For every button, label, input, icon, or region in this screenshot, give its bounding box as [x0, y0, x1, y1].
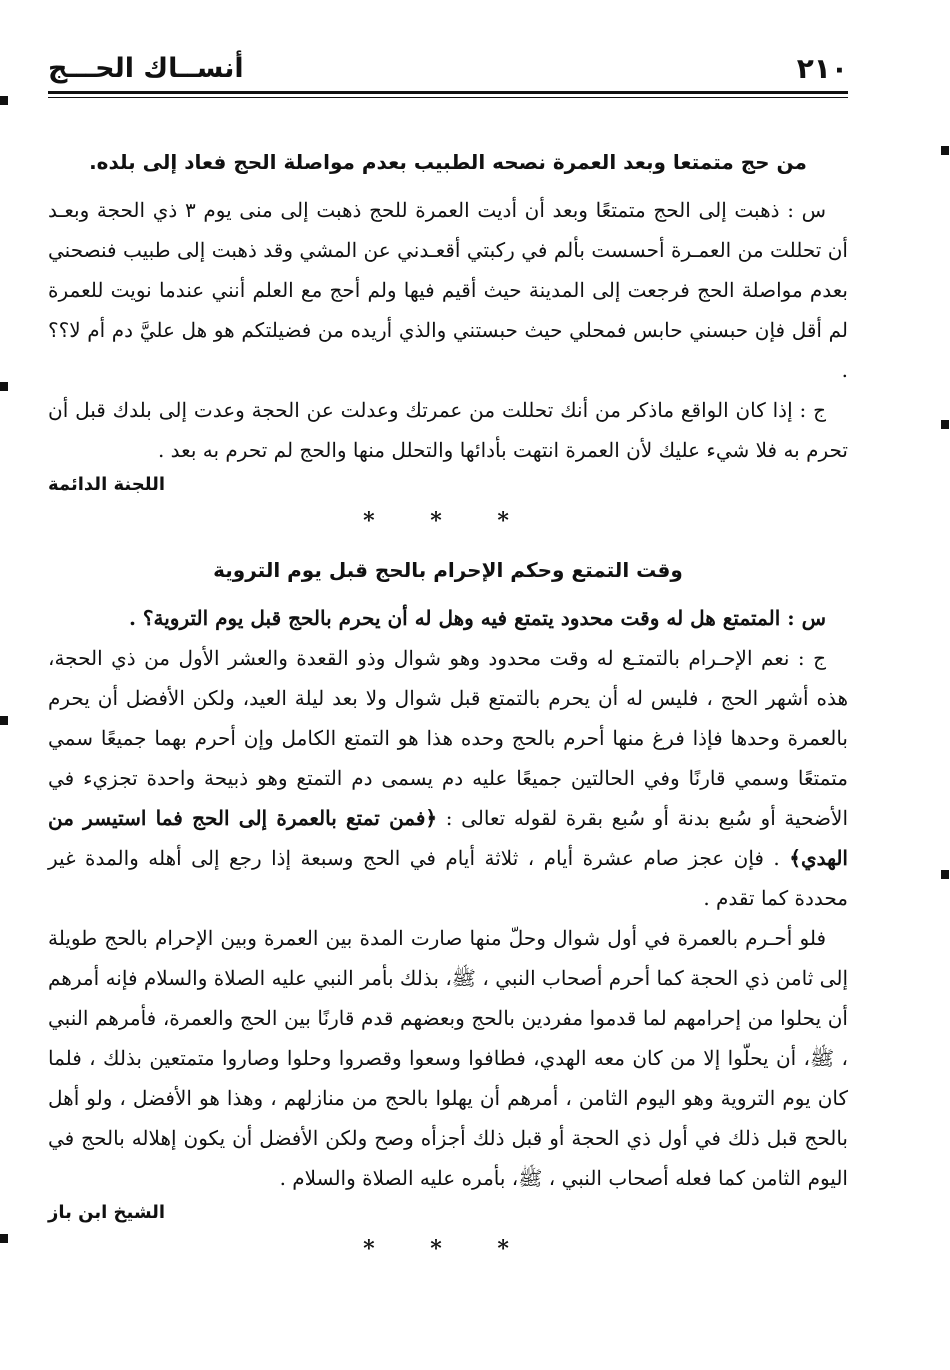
salutation-glyph: ﷺ [518, 1166, 543, 1190]
signature: الشيخ ابن باز [48, 1202, 166, 1223]
body-text: ، بأمره عليه الصلاة والسلام . [279, 1166, 519, 1190]
header-rule [48, 91, 848, 94]
salutation-glyph: ﷺ [451, 966, 476, 990]
section-title: من حج متمتعا وبعد العمرة نصحه الطبيب بعدم مواصلة الحج فعاد إلى بلده. [89, 150, 807, 174]
margin-mark [941, 420, 949, 429]
margin-mark [0, 716, 8, 725]
section-divider: * * * [363, 1236, 533, 1262]
signature: اللجنة الدائمة [48, 474, 166, 495]
body-text: ، بذلك بأمر النبي عليه الصلاة والسلام فإنه أمرهم أن يحلوا من إحرامهم لما قدموا مفردين بالحج وبعضهم قدم قارنًا بين الحج والعمرة، فأمرهم النبي ، [48, 966, 848, 1070]
answer-paragraph: ج : إذا كان الواقع ماذكر من أنك تحللت من عمرتك وعدلت عن الحجة وعدت إلى بلدك قبل أن تحرم به فلا شيء عليك لأن العمرة انتهت بأدائها والتحلل منها والحج لم تحرم به بعد . [48, 398, 848, 462]
running-header [48, 52, 848, 90]
body-paragraph [48, 918, 848, 1198]
section-title: وقت التمتع وحكم الإحرام بالحج قبل يوم التروية [213, 558, 683, 582]
margin-mark [941, 146, 949, 155]
margin-mark [0, 1234, 8, 1243]
answer-text: ج : نعم الإحـرام بالتمتـع له وقت محدود وهو شوال وذو القعدة والعشر الأول من ذي الحجة، هذه أشهر الحج ، فليس له أن يحرم بالتمتع قبل شوال ولا بعد ليلة العيد، ولكن الأفضل أن يحرم بالعمرة وحدها فإذا فرغ منها أحرم بالحج وحده هذا هو التمتع الكامل وإن أحرم بهما جميعًا سمي متمتعًا وسمي قارنًا وفي الحالتين جميعًا عليه دم يسمى دم التمتع وهو ذبيحة واحدة تجزيء في الأضحية أو سُبع بدنة أو سُبع بقرة لقوله تعالى : [48, 646, 849, 830]
page-body [48, 136, 848, 1272]
book-title: أنســاك الحـــج [48, 53, 244, 84]
answer-paragraph [48, 638, 848, 918]
page-number: ٢١٠ [796, 52, 848, 85]
header-rule-thin [48, 97, 848, 98]
quran-verse: ﴿فمن تمتع بالعمرة إلى الحج فما استيسر من الهدي﴾ [48, 806, 848, 870]
margin-mark [941, 870, 949, 879]
answer-text: . فإن عجز صام عشرة أيام ، ثلاثة أيام في الحج وسبعة إذا رجع إلى أهله والمدة غير محددة كما تقدم . [48, 846, 848, 910]
question-paragraph: س : ذهبت إلى الحج متمتعًا وبعد أن أديت العمرة للحج ذهبت إلى منى يوم ٣ ذي الحجة وبعـد أن تحللت من العمـرة أحسست بألم في ركبتي أقعـدني عن المشي وقد ذهبت إلى طبيب فنصحني بعدم مواصلة الحج فرجعت إلى المدينة حيث أقيم فيها ولم أحج مع العلم أنني عندما نويت للعمرة لم أقل فإن حبسني حابس فمحلي حيث حبستني والذي أريده من فضيلتكم هو هل عليَّ دم أم لا؟؟ . [48, 198, 848, 382]
body-text: ، أن يحلّوا إلا من كان معه الهدي، فطافوا وسعوا وقصروا وحلوا وصاروا متمتعين بذلك ، فلما كان يوم التروية وهو اليوم الثامن ، أمرهم أن يهلوا بالحج من منازلهم ، وهذا هو الأفضل ، ولو أهل بالحج قبل ذلك في أول ذي الحجة أو قبل ذلك أجزأه وصح ولكن الأفضل أن يكون إهلاله بالحج في اليوم الثامن كما فعله أصحاب النبي ، [48, 1046, 848, 1190]
salutation-glyph: ﷺ [810, 1046, 835, 1070]
margin-mark [0, 382, 8, 391]
margin-mark [0, 96, 8, 105]
section-divider: * * * [363, 508, 533, 534]
body-text: فلو أحـرم بالعمرة في أول شوال وحلّ منها صارت المدة بين العمرة وبين الإحرام بالحج طويلة إلى ثامن ذي الحجة كما أحرم أصحاب النبي ، [48, 926, 849, 990]
question-paragraph: س : المتمتع هل له وقت محدود يتمتع فيه وهل له أن يحرم بالحج قبل يوم التروية؟ . [128, 606, 826, 630]
